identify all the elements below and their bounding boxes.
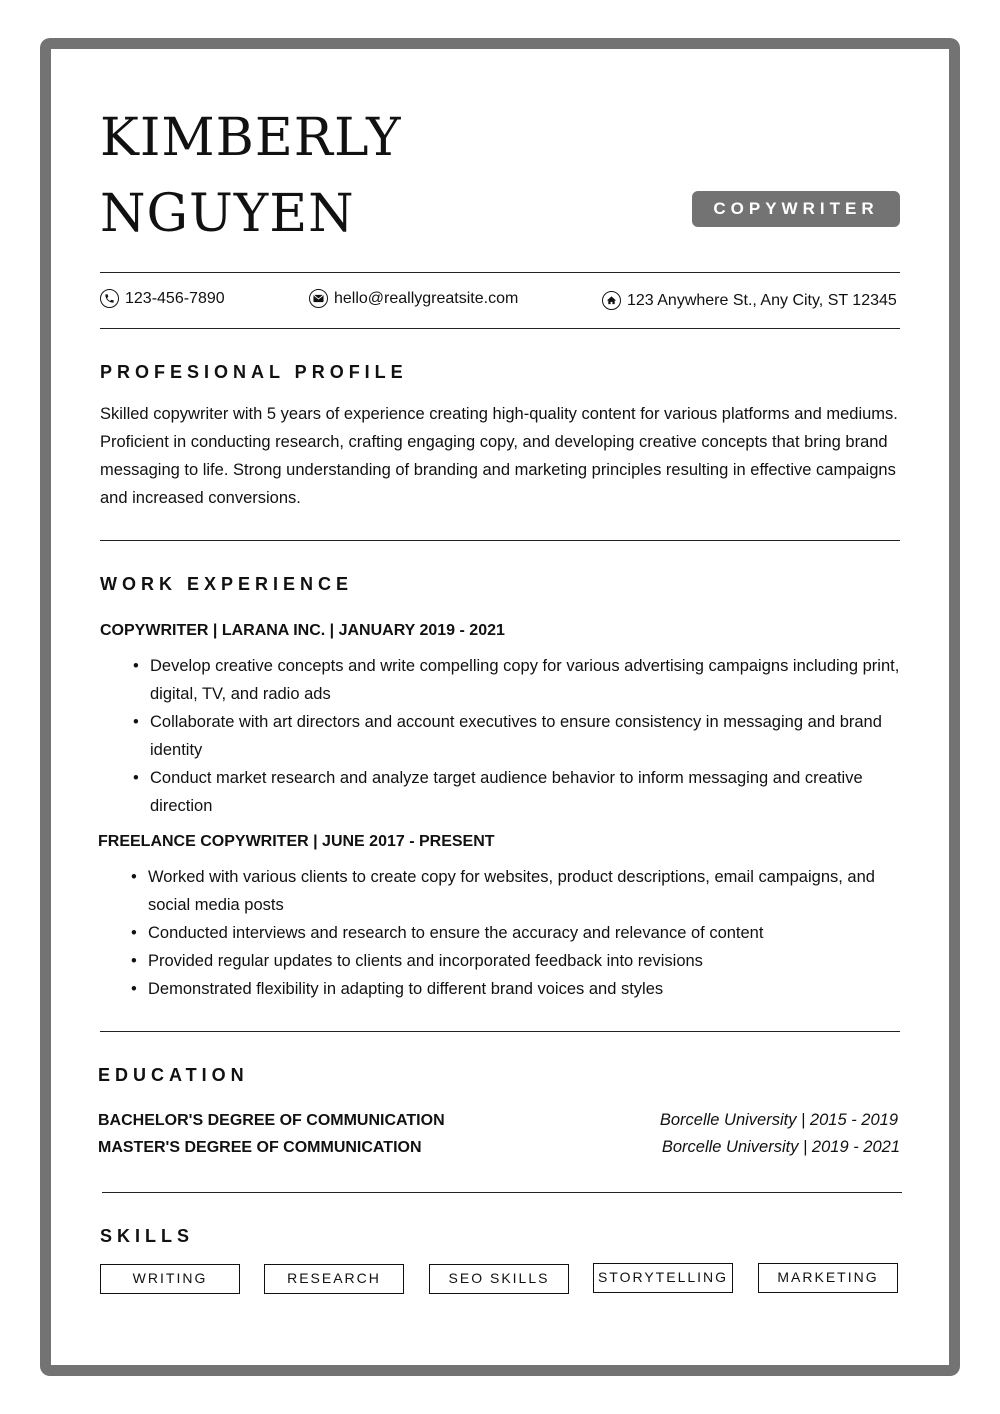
address-text: 123 Anywhere St., Any City, ST 12345 — [627, 291, 897, 309]
divider — [100, 540, 900, 541]
list-item: • Demonstrated flexibility in adapting to different brand voices and styles — [148, 975, 908, 1003]
skill-tag: RESEARCH — [264, 1264, 404, 1294]
list-item: • Worked with various clients to create copy for websites, product descriptions, email campaigns, and social media posts — [148, 863, 908, 919]
education-heading: EDUCATION — [98, 1065, 249, 1085]
contact-address — [602, 291, 897, 310]
list-item: • Develop creative concepts and write compelling copy for various advertising campaigns including print, digital, TV, and radio ads — [150, 652, 900, 708]
divider — [100, 1031, 900, 1032]
job-bullets — [150, 652, 900, 820]
skills-heading: SKILLS — [100, 1226, 195, 1246]
role-badge: COPYWRITER — [692, 191, 900, 227]
profile-text: Skilled copywriter with 5 years of experience creating high-quality content for various platforms and mediums. Proficient in conducting research, crafting engaging copy, and developing creative concepts that bring brand messaging to life. Strong understanding of branding and marketing principles resulting in effective campaigns and increased conversions. — [100, 405, 898, 507]
work-heading: WORK EXPERIENCE — [100, 574, 354, 594]
list-item: • Provided regular updates to clients and incorporated feedback into revisions — [148, 947, 908, 975]
phone-text: 123-456-7890 — [125, 289, 225, 307]
job-title: COPYWRITER | LARANA INC. | JANUARY 2019 - 2021 — [100, 622, 505, 639]
divider — [100, 272, 900, 273]
job-bullets — [148, 863, 908, 1003]
skill-tag: SEO SKILLS — [429, 1264, 569, 1294]
contact-phone — [100, 289, 225, 308]
degree-text: BACHELOR'S DEGREE OF COMMUNICATION — [98, 1112, 445, 1129]
skill-tag: STORYTELLING — [593, 1263, 733, 1293]
job-title: FREELANCE COPYWRITER | JUNE 2017 - PRESENT — [98, 833, 495, 850]
phone-icon — [100, 289, 119, 308]
first-name: KIMBERLY — [100, 108, 402, 168]
email-icon — [309, 289, 328, 308]
school-text: Borcelle University | 2015 - 2019 — [659, 1111, 898, 1129]
list-item: • Collaborate with art directors and account executives to ensure consistency in messaging and brand identity — [150, 708, 900, 764]
degree-text: MASTER'S DEGREE OF COMMUNICATION — [98, 1139, 422, 1156]
contact-email — [309, 289, 518, 308]
skill-tag: WRITING — [100, 1264, 240, 1294]
candidate-name — [100, 100, 402, 252]
divider — [102, 1192, 902, 1193]
skill-tag: MARKETING — [758, 1263, 898, 1293]
divider — [100, 328, 900, 329]
list-item: • Conducted interviews and research to ensure the accuracy and relevance of content — [148, 919, 908, 947]
school-text: Borcelle University | 2019 - 2021 — [661, 1138, 900, 1156]
email-text[interactable]: hello@reallygreatsite.com — [334, 289, 519, 307]
home-icon — [602, 291, 621, 310]
last-name: NGUYEN — [100, 184, 355, 244]
list-item: • Conduct market research and analyze target audience behavior to inform messaging and creative direction — [150, 764, 900, 820]
profile-heading: PROFESIONAL PROFILE — [100, 362, 408, 382]
